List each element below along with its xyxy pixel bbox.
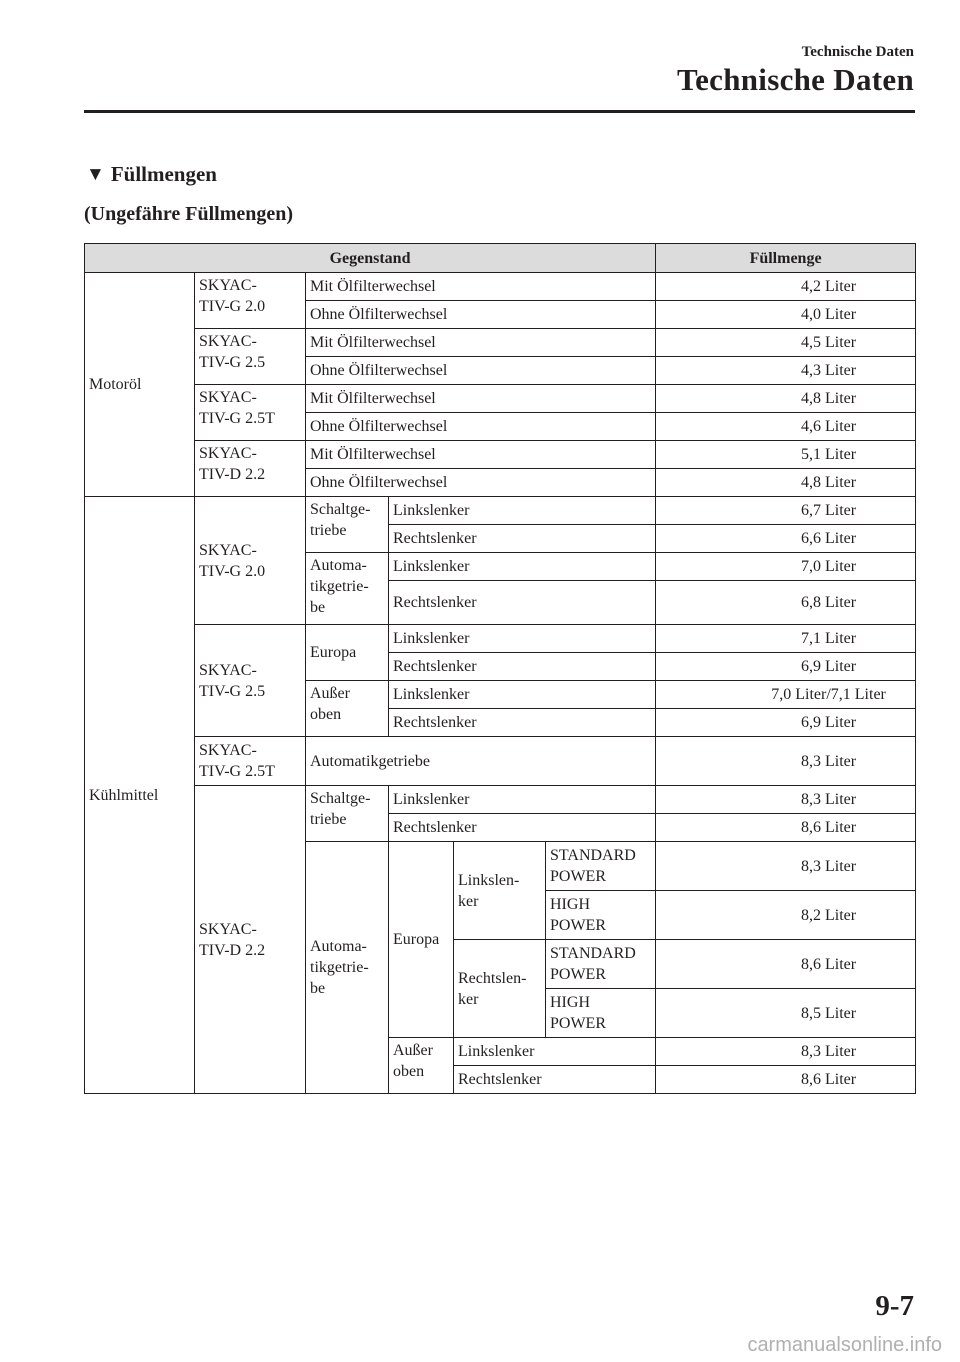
row-label: Rechtslenker <box>454 1066 656 1094</box>
transmission-cell: Automa- tikgetrie- be <box>306 842 389 1094</box>
running-header-chapter: Technische Daten <box>676 62 914 97</box>
table-row <box>85 786 916 814</box>
row-value: 7,0 Liter <box>656 553 916 581</box>
row-value: 8,2 Liter <box>656 891 916 940</box>
engine-name: SKYAC- TIV-G 2.0 <box>199 541 266 580</box>
power-label: STANDARD POWER <box>546 940 656 989</box>
row-label: Ohne Ölfilterwechsel <box>306 469 656 497</box>
row-value: 4,0 Liter <box>656 301 916 329</box>
region-cell: Außer oben <box>306 681 389 737</box>
triangle-down-icon: ▼ <box>86 163 105 185</box>
region-cell: Außer oben <box>389 1038 454 1094</box>
engine-name: SKYAC- TIV-G 2.5 <box>199 661 266 700</box>
row-value: 8,3 Liter <box>656 842 916 891</box>
engine-name: SKYAC- TIV-G 2.0 <box>199 277 266 315</box>
row-value: 4,6 Liter <box>656 413 916 441</box>
row-label: Mit Ölfilterwechsel <box>306 329 656 357</box>
row-label: Ohne Ölfilterwechsel <box>306 357 656 385</box>
engine-name: SKYAC- TIV-D 2.2 <box>199 920 266 959</box>
row-value: 8,3 Liter <box>656 786 916 814</box>
row-value: 8,3 Liter <box>656 1038 916 1066</box>
power-label: STANDARD POWER <box>546 842 656 891</box>
row-value: 4,8 Liter <box>656 385 916 413</box>
watermark: carmanualsonline.info <box>747 1334 942 1356</box>
row-value: 6,9 Liter <box>656 709 916 737</box>
row-value: 7,0 Liter/7,1 Liter <box>656 681 916 709</box>
table-row <box>85 273 916 301</box>
table-header-row <box>85 244 916 273</box>
engine-cell <box>195 273 306 329</box>
transmission-cell: Automa- tikgetrie- be <box>306 553 389 625</box>
row-label: Linkslenker <box>454 1038 656 1066</box>
engine-name: SKYAC- TIV-G 2.5T <box>199 742 275 780</box>
header-rule <box>84 110 915 113</box>
region-cell: Europa <box>389 842 454 1038</box>
table-row <box>85 385 916 413</box>
row-value: 8,6 Liter <box>656 940 916 989</box>
engine-cell <box>195 737 306 786</box>
engine-name: SKYAC- TIV-G 2.5 <box>199 333 266 371</box>
steering-cell: Linkslen- ker <box>454 842 546 940</box>
engine-cell <box>195 385 306 441</box>
row-label: Automatikgetriebe <box>306 737 656 786</box>
header-gegenstand: Gegenstand <box>85 244 656 273</box>
table-row <box>85 497 916 525</box>
row-label: Rechtslenker <box>389 814 656 842</box>
steering-cell: Rechtslen- ker <box>454 940 546 1038</box>
row-value: 8,6 Liter <box>656 814 916 842</box>
row-value: 7,1 Liter <box>656 625 916 653</box>
section-title: Füllmengen <box>110 162 217 186</box>
row-label: Ohne Ölfilterwechsel <box>306 413 656 441</box>
row-value: 6,8 Liter <box>656 581 916 625</box>
row-value: 8,3 Liter <box>656 737 916 786</box>
row-label: Mit Ölfilterwechsel <box>306 273 656 301</box>
row-value: 4,5 Liter <box>656 329 916 357</box>
row-label: Rechtslenker <box>389 709 656 737</box>
engine-name: SKYAC- TIV-D 2.2 <box>199 445 266 483</box>
row-label: Linkslenker <box>389 497 656 525</box>
row-value: 4,8 Liter <box>656 469 916 497</box>
row-label: Ohne Ölfilterwechsel <box>306 301 656 329</box>
capacities-table <box>84 243 916 1094</box>
row-label: Rechtslenker <box>389 581 656 625</box>
row-label: Linkslenker <box>389 681 656 709</box>
page-number: 9-7 <box>875 1290 914 1322</box>
engine-cell <box>195 786 306 1094</box>
row-value: 4,3 Liter <box>656 357 916 385</box>
row-label: Mit Ölfilterwechsel <box>306 441 656 469</box>
table-row <box>85 737 916 786</box>
table-row <box>85 329 916 357</box>
region-cell: Europa <box>306 625 389 681</box>
engine-cell <box>195 625 306 737</box>
engine-cell <box>195 441 306 497</box>
transmission-cell: Schaltge- triebe <box>306 786 389 842</box>
row-label: Rechtslenker <box>389 653 656 681</box>
power-label: HIGH POWER <box>546 891 656 940</box>
running-header-section: Technische Daten <box>801 44 914 60</box>
group-motoroel: Motoröl <box>85 273 195 497</box>
row-label: Rechtslenker <box>389 525 656 553</box>
group-kuehlmittel: Kühlmittel <box>85 497 195 1094</box>
section-subtitle: (Ungefähre Füllmengen) <box>84 203 294 225</box>
row-value: 6,7 Liter <box>656 497 916 525</box>
row-value: 8,6 Liter <box>656 1066 916 1094</box>
row-value: 8,5 Liter <box>656 989 916 1038</box>
row-value: 5,1 Liter <box>656 441 916 469</box>
row-value: 6,9 Liter <box>656 653 916 681</box>
row-label: Linkslenker <box>389 553 656 581</box>
transmission-cell: Schaltge- triebe <box>306 497 389 553</box>
table-row <box>85 625 916 653</box>
engine-name: SKYAC- TIV-G 2.5T <box>199 389 275 427</box>
engine-cell <box>195 329 306 385</box>
row-label: Linkslenker <box>389 786 656 814</box>
section-heading <box>86 162 217 187</box>
engine-cell <box>195 497 306 625</box>
table-row <box>85 441 916 469</box>
row-label: Linkslenker <box>389 625 656 653</box>
row-value: 6,6 Liter <box>656 525 916 553</box>
power-label: HIGH POWER <box>546 989 656 1038</box>
row-value: 4,2 Liter <box>656 273 916 301</box>
header-fuellmenge: Füllmenge <box>656 244 916 273</box>
row-label: Mit Ölfilterwechsel <box>306 385 656 413</box>
